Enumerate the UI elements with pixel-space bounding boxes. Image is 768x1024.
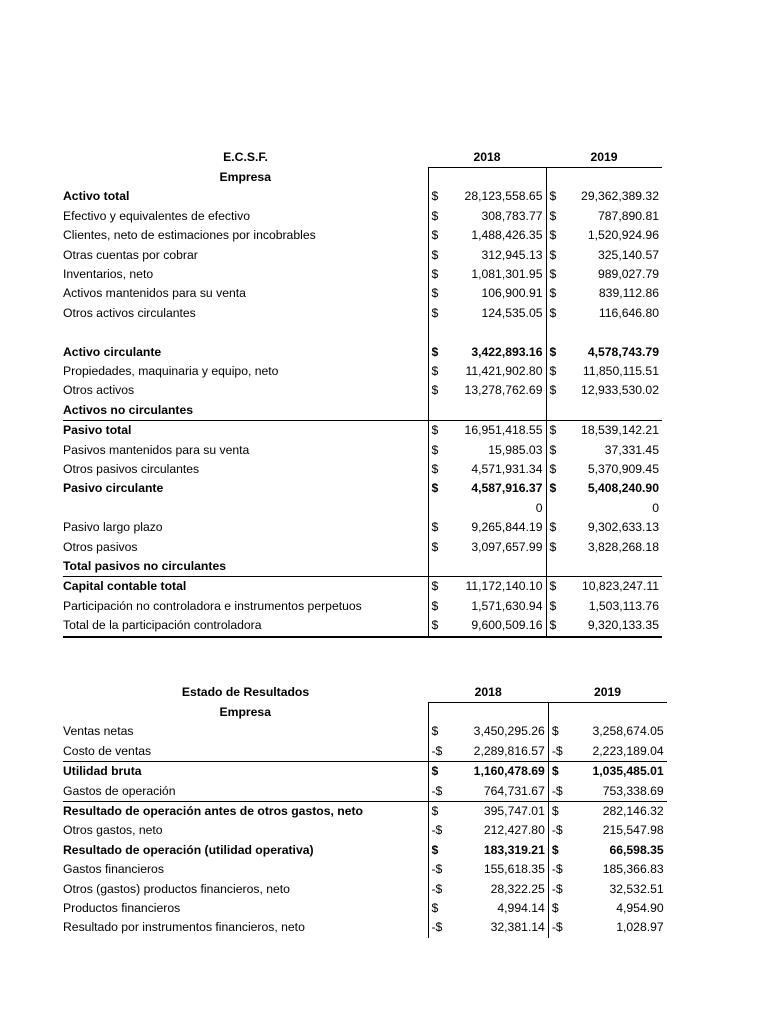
income-company-name: Empresa xyxy=(219,704,271,719)
value-2018: 1,160,478.69 xyxy=(442,762,548,782)
row-label: Participación no controladora e instrumentos perpetuos xyxy=(63,598,362,613)
row-label: Propiedades, maquinaria y equipo, neto xyxy=(63,363,279,378)
value-2019: 3,828,268.18 xyxy=(587,539,659,554)
row-label: Activos mantenidos para su venta xyxy=(63,286,246,301)
value-2018 xyxy=(440,323,546,342)
value-2018: 2,289,816.57 xyxy=(473,743,545,758)
value-2018: 32,381.14 xyxy=(490,920,545,935)
row-label: Ventas netas xyxy=(63,724,134,739)
value-2019 xyxy=(558,323,662,342)
table-row xyxy=(63,479,662,498)
currency-2019: -$ xyxy=(548,742,562,762)
currency-2018: -$ xyxy=(428,782,442,802)
currency-2018: $ xyxy=(428,722,442,741)
currency-2018: $ xyxy=(428,899,442,918)
value-2019: 32,532.51 xyxy=(609,881,664,896)
balance-company-name: Empresa xyxy=(219,169,271,184)
value-2018: 0 xyxy=(535,500,543,515)
row-label: Resultado de operación (utilidad operativa) xyxy=(63,842,314,857)
value-2019: 29,362,389.32 xyxy=(581,189,659,204)
value-2019: 18,539,142.21 xyxy=(558,421,662,441)
balance-rows xyxy=(63,187,662,636)
table-row xyxy=(63,343,662,362)
row-label: Pasivo total xyxy=(63,421,428,441)
table-row xyxy=(63,742,667,762)
value-2018: 155,618.35 xyxy=(483,862,545,877)
value-2018: 1,571,630.94 xyxy=(471,598,543,613)
value-2019: 215,547.98 xyxy=(602,823,664,838)
value-2018: 11,421,902.80 xyxy=(465,363,543,378)
value-2018: 9,600,509.16 xyxy=(440,616,546,636)
currency-2018 xyxy=(428,401,440,421)
value-2018: 1,488,426.35 xyxy=(471,228,543,243)
value-2018: 28,322.25 xyxy=(490,881,545,896)
currency-2019: $ xyxy=(546,538,558,557)
table-row xyxy=(63,801,667,821)
value-2018: 4,994.14 xyxy=(497,900,545,915)
table-row xyxy=(63,265,662,284)
currency-2019: -$ xyxy=(548,918,562,937)
currency-2018: $ xyxy=(428,284,440,303)
currency-2018: -$ xyxy=(428,860,442,879)
currency-2018: $ xyxy=(428,479,440,498)
currency-2019: $ xyxy=(546,362,558,381)
value-2019: 1,503,113.76 xyxy=(588,598,659,613)
value-2019: 11,850,115.51 xyxy=(582,363,659,378)
table-row xyxy=(63,577,662,597)
currency-2019: $ xyxy=(546,518,558,537)
income-title: Estado de Resultados xyxy=(181,685,310,700)
value-2018: 11,172,140.10 xyxy=(440,577,546,597)
value-2019: 37,331.45 xyxy=(604,442,659,457)
currency-2018 xyxy=(428,557,440,577)
row-label: Costo de ventas xyxy=(63,743,152,758)
table-row xyxy=(63,323,662,342)
currency-2019: $ xyxy=(546,616,558,636)
row-label xyxy=(63,499,428,518)
value-2019: 5,408,240.90 xyxy=(587,481,659,496)
table-row xyxy=(63,499,662,518)
table-row xyxy=(63,207,662,226)
income-year-2018: 2018 xyxy=(428,683,548,703)
value-2018: 124,535.05 xyxy=(481,305,543,320)
currency-2019: -$ xyxy=(548,782,562,802)
income-statement-table xyxy=(63,683,667,938)
currency-2019: $ xyxy=(548,801,562,821)
currency-2019: -$ xyxy=(548,860,562,879)
currency-2019: $ xyxy=(548,762,562,782)
value-2018: 15,985.03 xyxy=(488,442,543,457)
row-label: Inventarios, neto xyxy=(63,266,154,281)
currency-2019: $ xyxy=(546,381,558,400)
table-row xyxy=(63,460,662,479)
currency-2019: $ xyxy=(546,441,558,460)
currency-2019: $ xyxy=(546,577,558,597)
value-2019: 12,933,530.02 xyxy=(581,383,659,398)
row-label: Activo total xyxy=(63,189,130,204)
currency-2019: $ xyxy=(546,460,558,479)
currency-2019: $ xyxy=(546,207,558,226)
table-row xyxy=(63,401,662,421)
row-label: Gastos financieros xyxy=(63,862,164,877)
currency-2019: -$ xyxy=(548,880,562,899)
value-2019: 1,035,485.01 xyxy=(563,762,667,782)
currency-2018: $ xyxy=(428,441,440,460)
value-2019: 839,112.86 xyxy=(598,286,659,301)
currency-2019: -$ xyxy=(548,821,562,840)
balance-year-2019: 2019 xyxy=(546,148,662,168)
table-row xyxy=(63,782,667,802)
income-year-2019: 2019 xyxy=(548,683,666,703)
value-2019: 753,338.69 xyxy=(602,783,664,798)
value-2019: 9,302,633.13 xyxy=(587,520,659,535)
value-2018: 13,278,762.69 xyxy=(464,383,543,398)
currency-2018 xyxy=(428,323,440,342)
row-label xyxy=(63,323,428,342)
value-2019: 0 xyxy=(652,500,659,515)
currency-2019 xyxy=(546,401,558,421)
income-header-row xyxy=(63,683,667,703)
row-label: Pasivos mantenidos para su venta xyxy=(63,442,250,457)
row-label: Otros activos circulantes xyxy=(63,305,196,320)
currency-2019 xyxy=(546,323,558,342)
table-row xyxy=(63,246,662,265)
currency-2019: $ xyxy=(546,226,558,245)
table-row xyxy=(63,918,667,937)
balance-title: E.C.S.F. xyxy=(223,150,268,165)
value-2018: 4,587,916.37 xyxy=(471,481,543,496)
currency-2019: $ xyxy=(546,265,558,284)
currency-2018: $ xyxy=(428,304,440,323)
row-label: Efectivo y equivalentes de efectivo xyxy=(63,208,250,223)
row-label: Otros (gastos) productos financieros, neto xyxy=(63,881,290,896)
row-label: Otros pasivos circulantes xyxy=(63,461,200,476)
value-2019: 4,954.90 xyxy=(616,900,664,915)
currency-2019: $ xyxy=(548,899,562,918)
value-2019: 282,146.32 xyxy=(563,801,667,821)
value-2019: 4,578,743.79 xyxy=(587,344,659,359)
table-row xyxy=(63,284,662,303)
row-label: Resultado por instrumentos financieros, neto xyxy=(63,920,305,935)
row-label: Otros gastos, neto xyxy=(63,823,163,838)
value-2019: 787,890.81 xyxy=(598,208,659,223)
balance-subheader-row xyxy=(63,168,662,187)
value-2018: 28,123,558.65 xyxy=(464,189,543,204)
value-2019: 1,028.97 xyxy=(616,920,664,935)
row-label: Clientes, neto de estimaciones por incobrables xyxy=(63,228,316,243)
row-label: Otras cuentas por cobrar xyxy=(63,247,198,262)
value-2019: 325,140.57 xyxy=(598,247,659,262)
currency-2019: $ xyxy=(546,284,558,303)
value-2019: 66,598.35 xyxy=(609,842,664,857)
value-2019: 116,646.80 xyxy=(598,305,659,320)
currency-2018: $ xyxy=(428,246,440,265)
value-2019: 5,370,909.45 xyxy=(587,461,659,476)
income-subheader-row xyxy=(63,703,667,722)
income-rows xyxy=(63,722,667,937)
value-2019: 185,366.83 xyxy=(602,862,664,877)
row-label: Pasivo circulante xyxy=(63,481,164,496)
value-2018: 16,951,418.55 xyxy=(440,421,546,441)
currency-2018: $ xyxy=(428,460,440,479)
currency-2018: $ xyxy=(428,343,440,362)
table-row xyxy=(63,226,662,245)
currency-2018: -$ xyxy=(428,880,442,899)
table-row xyxy=(63,616,662,636)
value-2019: 989,027.79 xyxy=(598,266,659,281)
currency-2019: $ xyxy=(546,304,558,323)
currency-2018: $ xyxy=(428,538,440,557)
currency-2018: $ xyxy=(428,762,442,782)
table-row xyxy=(63,841,667,860)
value-2018: 4,571,931.34 xyxy=(471,461,543,476)
table-row xyxy=(63,421,662,441)
currency-2018: -$ xyxy=(428,918,442,937)
table-row xyxy=(63,557,662,577)
currency-2019: $ xyxy=(546,246,558,265)
value-2018: 106,900.91 xyxy=(481,286,543,301)
table-row xyxy=(63,860,667,879)
value-2018: 764,731.67 xyxy=(483,783,545,798)
currency-2018: $ xyxy=(428,616,440,636)
balance-sheet-table xyxy=(63,148,662,638)
balance-year-2018: 2018 xyxy=(428,148,546,168)
currency-2018: -$ xyxy=(428,742,442,762)
row-label: Otros activos xyxy=(63,383,135,398)
table-row xyxy=(63,381,662,400)
value-2018 xyxy=(440,401,546,421)
table-row xyxy=(63,187,662,206)
currency-2018: $ xyxy=(428,381,440,400)
value-2018: 395,747.01 xyxy=(442,801,548,821)
currency-2019: $ xyxy=(546,479,558,498)
currency-2018: $ xyxy=(428,801,442,821)
currency-2019: $ xyxy=(548,841,562,860)
value-2018: 212,427.80 xyxy=(483,823,545,838)
value-2019 xyxy=(558,557,662,577)
value-2019: 3,258,674.05 xyxy=(592,724,664,739)
value-2019: 9,320,133.35 xyxy=(558,616,662,636)
value-2018: 312,945.13 xyxy=(481,247,543,262)
balance-header-row xyxy=(63,148,662,168)
table-row xyxy=(63,597,662,616)
table-row xyxy=(63,441,662,460)
table-row xyxy=(63,880,667,899)
table-row xyxy=(63,518,662,537)
currency-2018: $ xyxy=(428,265,440,284)
row-label: Otros pasivos xyxy=(63,539,138,554)
row-label: Resultado de operación antes de otros gastos, neto xyxy=(63,801,428,821)
value-2019: 10,823,247.11 xyxy=(558,577,662,597)
value-2018: 1,081,301.95 xyxy=(471,266,543,281)
currency-2019: $ xyxy=(548,722,562,741)
currency-2018: $ xyxy=(428,207,440,226)
currency-2019: $ xyxy=(546,421,558,441)
row-label: Activos no circulantes xyxy=(63,402,194,417)
value-2018: 3,097,657.99 xyxy=(471,539,543,554)
currency-2019 xyxy=(546,499,558,518)
row-label: Capital contable total xyxy=(63,577,428,597)
currency-2018: $ xyxy=(428,362,440,381)
currency-2018: $ xyxy=(428,226,440,245)
currency-2018: -$ xyxy=(428,821,442,840)
value-2018: 9,265,844.19 xyxy=(471,520,543,535)
currency-2018 xyxy=(428,499,440,518)
currency-2018: $ xyxy=(428,577,440,597)
table-row xyxy=(63,899,667,918)
value-2018: 3,422,893.16 xyxy=(471,344,543,359)
row-label: Pasivo largo plazo xyxy=(63,520,163,535)
row-label: Activo circulante xyxy=(63,344,162,359)
currency-2018: $ xyxy=(428,518,440,537)
value-2019: 2,223,189.04 xyxy=(592,743,664,758)
row-label: Gastos de operación xyxy=(63,783,176,798)
value-2018 xyxy=(440,557,546,577)
table-row xyxy=(63,304,662,323)
currency-2018: $ xyxy=(428,841,442,860)
table-row xyxy=(63,362,662,381)
value-2018: 3,450,295.26 xyxy=(473,724,545,739)
row-label: Productos financieros xyxy=(63,900,181,915)
currency-2019: $ xyxy=(546,597,558,616)
currency-2018: $ xyxy=(428,187,440,206)
value-2019: 1,520,924.96 xyxy=(587,228,659,243)
currency-2019 xyxy=(546,557,558,577)
currency-2019: $ xyxy=(546,343,558,362)
table-row xyxy=(63,722,667,741)
row-label: Utilidad bruta xyxy=(63,762,428,782)
value-2018: 308,783.77 xyxy=(481,208,543,223)
currency-2019: $ xyxy=(546,187,558,206)
row-label: Total pasivos no circulantes xyxy=(63,559,226,574)
table-row xyxy=(63,762,667,782)
value-2019 xyxy=(558,401,662,421)
currency-2018: $ xyxy=(428,421,440,441)
row-label: Total de la participación controladora xyxy=(63,616,428,636)
table-row xyxy=(63,538,662,557)
value-2018: 183,319.21 xyxy=(483,842,545,857)
currency-2018: $ xyxy=(428,597,440,616)
table-row xyxy=(63,821,667,840)
